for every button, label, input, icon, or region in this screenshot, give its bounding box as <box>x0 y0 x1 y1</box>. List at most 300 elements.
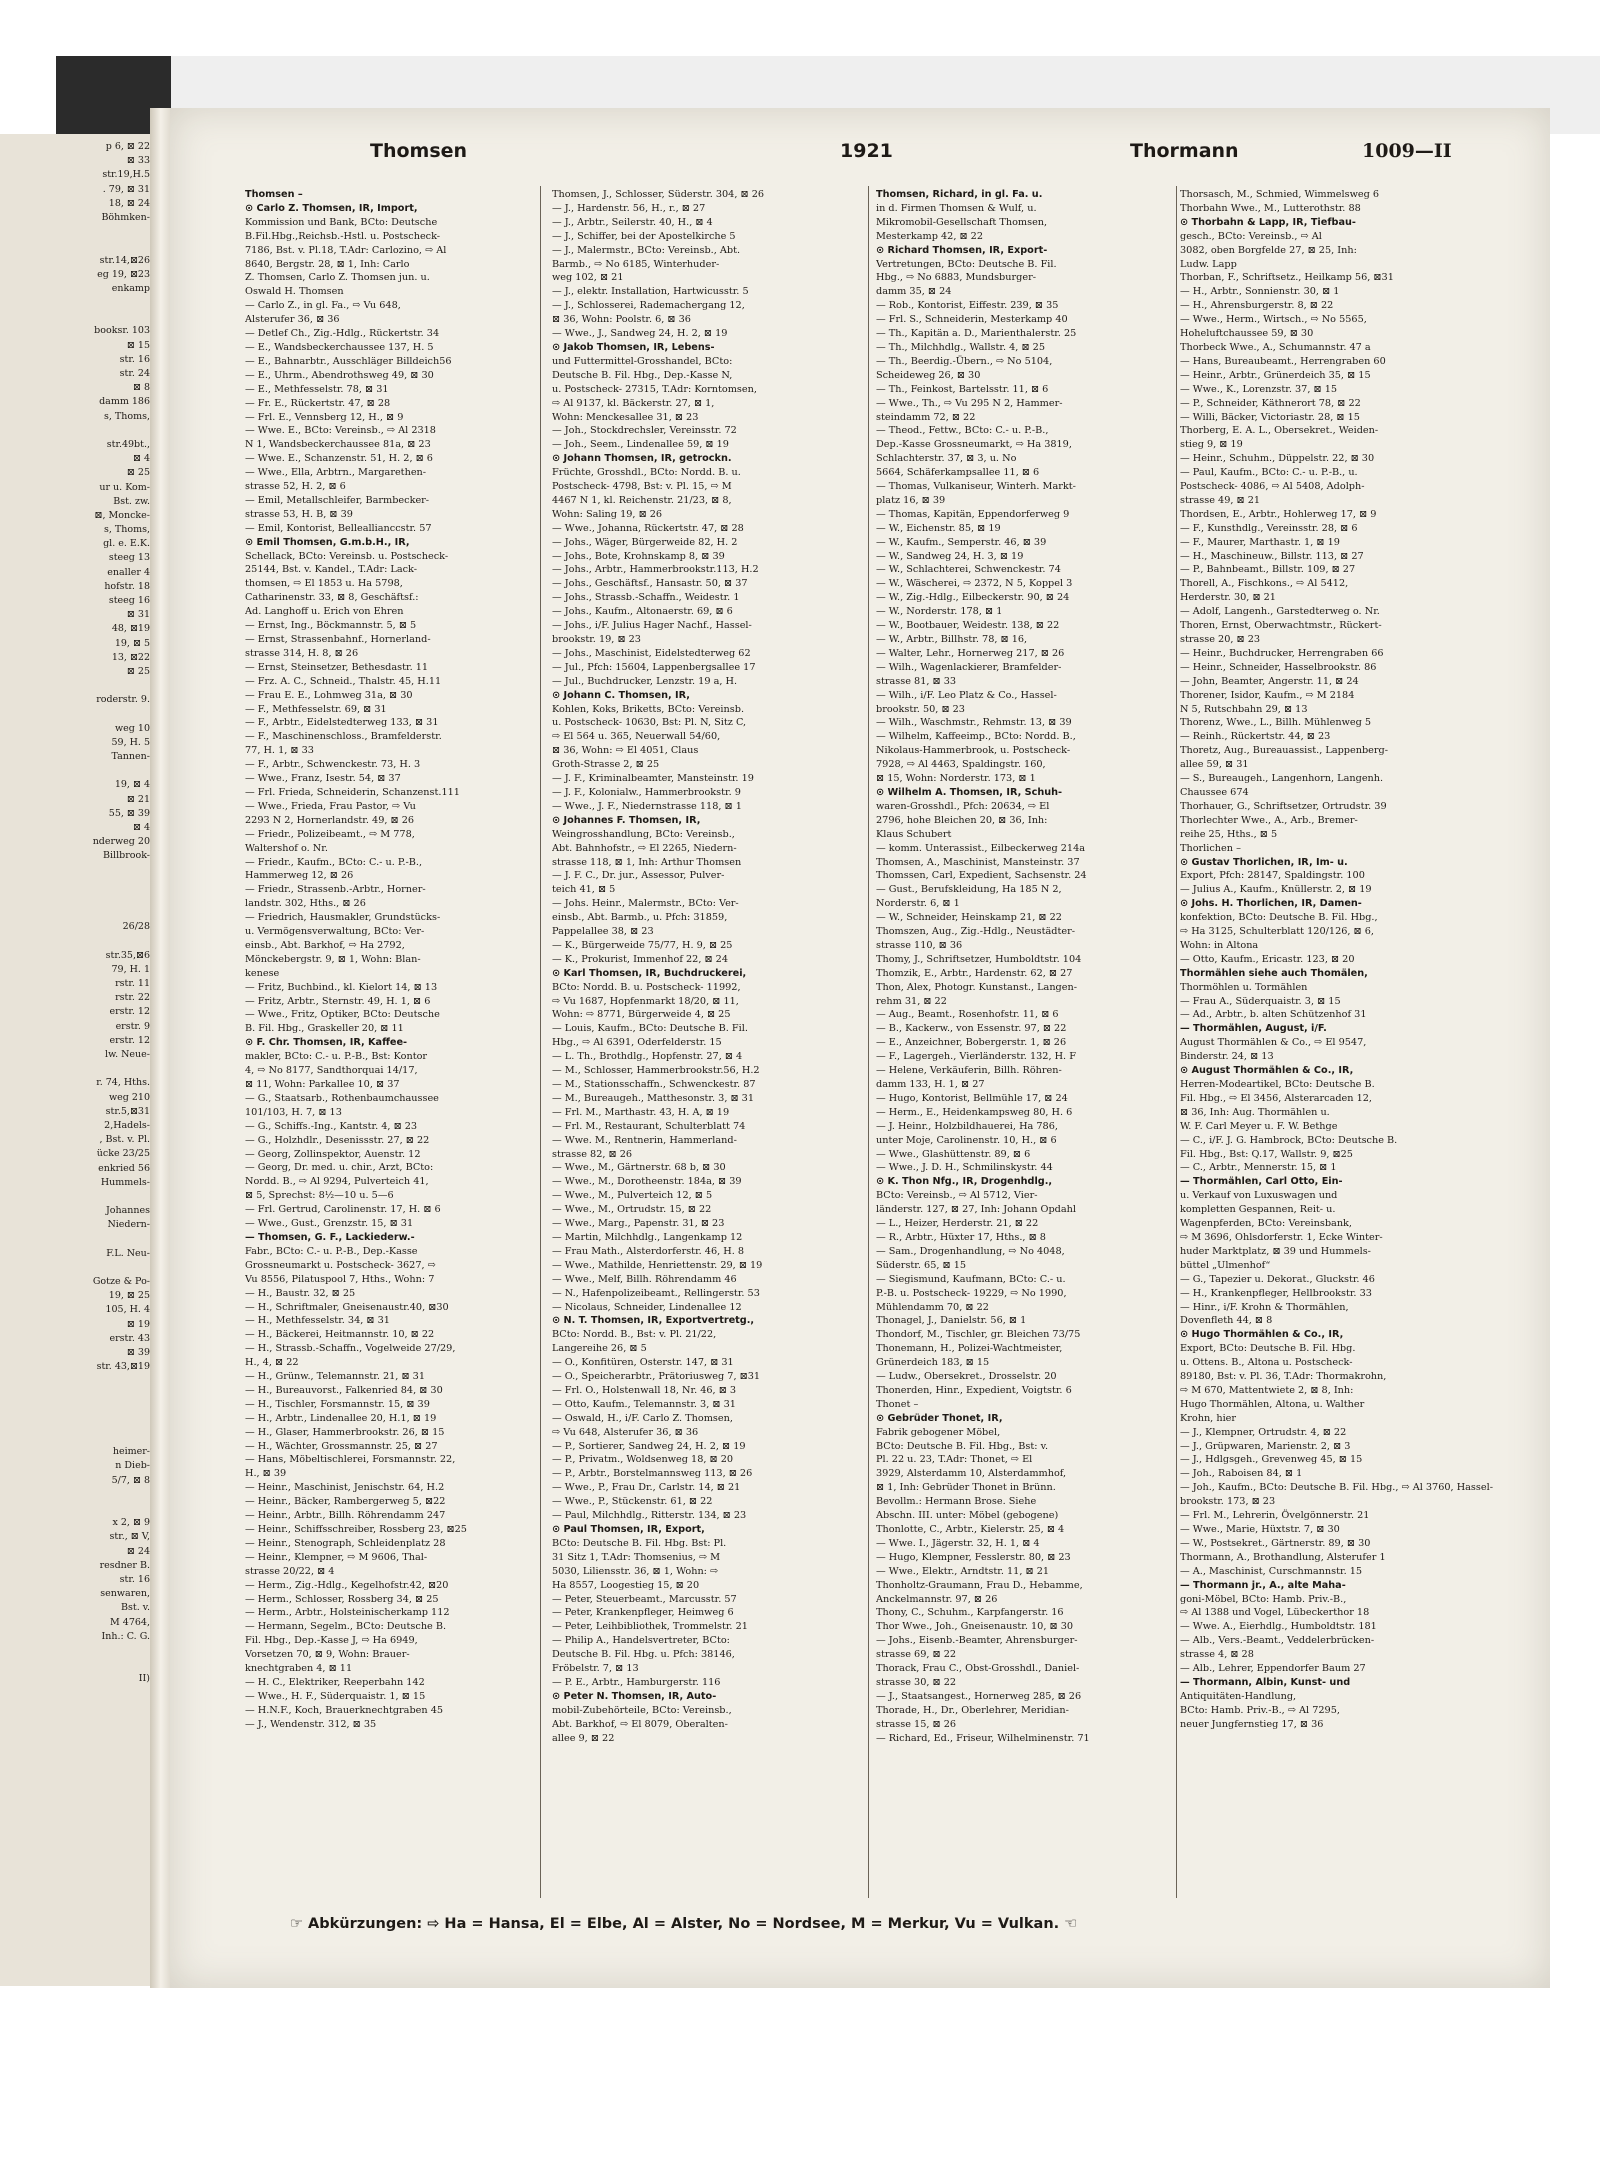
directory-entry-line: Abt. Bahnhofstr., ⇨ El 2265, Niedern- <box>552 842 737 854</box>
directory-entry-line: — F., Kunsthdlg., Vereinsstr. 28, ⊠ 6 <box>1180 522 1358 534</box>
directory-entry-line: — Wwe., Melf, Billh. Röhrendamm 46 <box>552 1273 737 1285</box>
directory-entry-line: — Wwe. E., Schanzenstr. 51, H. 2, ⊠ 6 <box>245 453 433 465</box>
directory-entry-line: ⊙ K. Thon Nfg., IR, Drogenhdlg., <box>876 1176 1053 1188</box>
directory-entry-line: — Thormann, Albin, Kunst- und <box>1180 1676 1351 1688</box>
left-page-line: Hummels- <box>100 1176 150 1188</box>
directory-entry-line: — J., Staatsangest., Hornerweg 285, ⊠ 26 <box>876 1690 1082 1702</box>
directory-entry-line: — S., Bureaugeh., Langenhorn, Langenh. <box>1180 773 1384 785</box>
left-page-line: Inh.: C. G. <box>101 1630 150 1642</box>
directory-entry-line: — W., Wäscherei, ⇨ 2372, N 5, Koppel 3 <box>876 578 1073 590</box>
directory-entry-line: — H., Glaser, Hammerbrookstr. 26, ⊠ 15 <box>245 1426 445 1438</box>
left-page-line: 2,Hadels- <box>104 1119 150 1131</box>
directory-entry-line: allee 59, ⊠ 31 <box>1180 759 1249 771</box>
left-page-line <box>0 225 150 239</box>
directory-entry-line: strasse 118, ⊠ 1, Inh: Arthur Thomsen <box>552 856 742 868</box>
directory-entry-line: — Alb., Lehrer, Eppendorfer Baum 27 <box>1180 1663 1366 1675</box>
page-number: 1009—II <box>1362 140 1452 162</box>
directory-entry-line: — F., Lagergeh., Vierländerstr. 132, H. F <box>876 1051 1076 1063</box>
directory-entry-line: ⊠ 15, Wohn: Norderstr. 173, ⊠ 1 <box>876 773 1036 785</box>
directory-entry-line: einsb., Abt. Barkhof, ⇨ Ha 2792, <box>245 939 405 951</box>
directory-entry-line: ⊠ 5, Sprechst: 8½—10 u. 5—6 <box>245 1190 394 1202</box>
directory-entry-line: — Herm., Zig.-Hdlg., Kegelhofstr.42, ⊠20 <box>245 1579 449 1591</box>
directory-entry-line: — Ludw., Obersekret., Drosselstr. 20 <box>876 1371 1057 1383</box>
directory-entry-line: Z. Thomsen, Carlo Z. Thomsen jun. u. <box>245 272 430 284</box>
directory-entry-line: — O., Speicherarbtr., Prätoriusweg 7, ⊠31 <box>552 1371 761 1383</box>
directory-entry-line: u. Vermögensverwaltung, BCto: Ver- <box>245 926 425 938</box>
directory-entry-line: neuer Jungfernstieg 17, ⊠ 36 <box>1180 1718 1324 1730</box>
directory-entry-line: — J., Wendenstr. 312, ⊠ 35 <box>245 1718 377 1730</box>
directory-entry-line: — J. Heinr., Holzbildhauerei, Ha 786, <box>876 1120 1058 1132</box>
left-page-line: erstr. 9 <box>115 1020 150 1032</box>
left-page-line: steeg 13 <box>108 552 150 564</box>
directory-entry-line: — G., Schiffs.-Ing., Kantstr. 4, ⊠ 23 <box>245 1120 418 1132</box>
directory-entry-line: ⊠ 1, Inh: Gebrüder Thonet in Brünn. <box>876 1482 1056 1494</box>
directory-entry-line: Thomsen, Richard, in gl. Fa. u. <box>876 189 1043 200</box>
directory-entry-line: Mesterkamp 42, ⊠ 22 <box>876 230 984 242</box>
directory-entry-line: brookstr. 50, ⊠ 23 <box>876 703 965 715</box>
directory-entry-line: August Thormählen & Co., ⇨ El 9547, <box>1180 1037 1367 1049</box>
directory-entry-line: — Thormählen, Carl Otto, Ein- <box>1180 1176 1343 1188</box>
directory-entry-line: — Heinr., Maschinist, Jenischstr. 64, H.2 <box>245 1482 445 1494</box>
left-page-line: ücke 23/25 <box>96 1148 150 1160</box>
directory-entry-line: Wohn: Saling 19, ⊠ 26 <box>552 508 663 520</box>
directory-entry-line: — Emil, Kontorist, Belleallianccstr. 57 <box>245 522 432 534</box>
directory-entry-line: Früchte, Grosshdl., BCto: Nordd. B. u. <box>552 467 741 479</box>
directory-entry-line: 8640, Bergstr. 28, ⊠ 1, Inh: Carlo <box>245 258 410 270</box>
directory-entry-line: Thonholtz-Graumann, Frau D., Hebamme, <box>876 1579 1083 1591</box>
left-page-line: str.49bt., <box>106 438 150 450</box>
directory-entry-line: Chaussee 674 <box>1180 786 1249 798</box>
directory-entry-line: — Friedr., Strassenb.-Arbtr., Horner- <box>245 884 426 896</box>
directory-entry-line: Thorenz, Wwe., L., Billh. Mühlenweg 5 <box>1180 717 1372 729</box>
directory-entry-line: — H., Wächter, Grossmannstr. 25, ⊠ 27 <box>245 1440 438 1452</box>
left-page-line <box>0 1232 150 1246</box>
directory-entry-line: — Fritz, Buchbind., kl. Kielort 14, ⊠ 13 <box>245 981 438 993</box>
left-page-line: enaller 4 <box>107 566 150 578</box>
directory-entry-line: — Nicolaus, Schneider, Lindenallee 12 <box>552 1301 742 1313</box>
directory-entry-line: ⊙ Emil Thomsen, G.m.b.H., IR, <box>245 536 410 548</box>
directory-entry-line: Anckelmannstr. 97, ⊠ 26 <box>876 1593 998 1605</box>
directory-entry-line: — Wwe., Glashüttenstr. 89, ⊠ 6 <box>876 1148 1031 1160</box>
left-page-lines <box>0 134 150 1686</box>
directory-entry-line: BCto: Nordd. B. u. Postscheck- 11992, <box>552 981 741 993</box>
directory-entry-line: — Ernst, Strassenbahnf., Hornerland- <box>245 634 431 645</box>
directory-entry-line: brookstr. 19, ⊠ 23 <box>552 634 641 645</box>
directory-entry-line: — Hermann, Segelm., BCto: Deutsche B. <box>245 1621 447 1633</box>
directory-entry-line: — Wwe., Ella, Arbtrn., Margarethen- <box>245 467 427 479</box>
directory-entry-line: Nikolaus-Hammerbrook, u. Postscheck- <box>876 745 1071 757</box>
directory-entry-line: — Th., Milchhdlg., Wallstr. 4, ⊠ 25 <box>876 341 1045 353</box>
directory-entry-line: Grünerdeich 183, ⊠ 15 <box>876 1357 990 1369</box>
directory-entry-line: — Heinr., Buchdrucker, Herrengraben 66 <box>1180 647 1384 659</box>
directory-entry-line: — H., Bäckerei, Heitmannstr. 10, ⊠ 22 <box>245 1329 435 1341</box>
directory-entry-line: Thorener, Isidor, Kaufm., ⇨ M 2184 <box>1180 689 1355 701</box>
left-page-line: roderstr. 9. <box>96 694 150 706</box>
directory-entry-line: ⊙ Johann C. Thomsen, IR, <box>552 689 690 701</box>
directory-entry-line: ⊙ Peter N. Thomsen, IR, Auto- <box>552 1690 717 1702</box>
directory-entry-line: — G., Tapezier u. Dekorat., Gluckstr. 46 <box>1180 1273 1375 1285</box>
left-page-line: 48, ⊠19 <box>111 623 150 635</box>
directory-entry-line: P.-B. u. Postscheck- 19229, ⇨ No 1990, <box>876 1287 1067 1299</box>
directory-entry-line: — Wwe., Th., ⇨ Vu 295 N 2, Hammer- <box>876 397 1063 409</box>
directory-entry-line: ⊙ August Thormählen & Co., IR, <box>1180 1065 1354 1077</box>
directory-entry-line: — Gust., Berufskleidung, Ha 185 N 2, <box>876 884 1062 896</box>
directory-entry-line: einsb., Abt. Barmb., u. Pfch: 31859, <box>552 912 728 924</box>
directory-entry-line: Wagenpferden, BCto: Vereinsbank, <box>1180 1218 1353 1230</box>
directory-entry-line: damm 35, ⊠ 24 <box>876 286 952 298</box>
left-page-line: ⊠ 4 <box>132 453 150 465</box>
directory-entry-line: teich 41, ⊠ 5 <box>552 884 616 896</box>
directory-entry-line: Thorlichen – <box>1180 842 1241 854</box>
directory-entry-line: — Walter, Lehr., Hornerweg 217, ⊠ 26 <box>876 647 1065 659</box>
directory-entry-line: — W., Sandweg 24, H. 3, ⊠ 19 <box>876 550 1024 562</box>
directory-entry-line: — L. Th., Brothdlg., Hopfenstr. 27, ⊠ 4 <box>552 1051 743 1063</box>
directory-entry-line: 3929, Alsterdamm 10, Alsterdammhof, <box>876 1468 1067 1480</box>
directory-entry-line: Ad. Langhoff u. Erich von Ehren <box>245 606 404 618</box>
left-page-line: steeg 16 <box>108 595 150 606</box>
directory-entry-line: 77, H. 1, ⊠ 33 <box>245 745 314 757</box>
left-page-line: eg 19, ⊠23 <box>97 268 150 280</box>
directory-entry-line: ⊙ Paul Thomsen, IR, Export, <box>552 1524 705 1535</box>
directory-entry-line: goni-Möbel, BCto: Hamb. Priv.-B., <box>1180 1593 1347 1605</box>
directory-entry-line: — Hans, Bureaubeamt., Herrengraben 60 <box>1180 355 1386 367</box>
directory-entry-line: — J., Klempner, Ortrudstr. 4, ⊠ 22 <box>1180 1426 1347 1438</box>
left-page-line: Billbrook- <box>103 850 150 862</box>
directory-entry-line: — G., Holzhdlr., Desenissstr. 27, ⊠ 22 <box>245 1134 430 1146</box>
directory-entry-line: ⊙ Carlo Z. Thomsen, IR, Import, <box>245 202 418 214</box>
directory-entry-line: — W., Postsekret., Gärtnerstr. 89, ⊠ 30 <box>1180 1537 1371 1549</box>
directory-entry-line: — Julius A., Kaufm., Knüllerstr. 2, ⊠ 19 <box>1180 884 1372 896</box>
directory-entry-line: — J., Grüpwaren, Marienstr. 2, ⊠ 3 <box>1180 1440 1351 1452</box>
left-page-line: rstr. 22 <box>115 992 150 1004</box>
directory-entry-line: — Frl. Frieda, Schneiderin, Schanzenst.111 <box>245 786 460 798</box>
directory-entry-line: — Frl. M., Restaurant, Schulterblatt 74 <box>552 1120 746 1132</box>
directory-entry-line: 3082, oben Borgfelde 27, ⊠ 25, Inh: <box>1180 244 1357 256</box>
directory-entry-line: — Frz. A. C., Schneid., Thalstr. 45, H.11 <box>245 675 442 687</box>
directory-entry-line: Thoren, Ernst, Oberwachtmstr., Rückert- <box>1180 620 1382 632</box>
directory-entry-line: u. Postscheck- 27315, T.Adr: Korntomsen, <box>552 383 757 395</box>
directory-entry-line: — A., Maschinist, Curschmannstr. 15 <box>1180 1565 1363 1577</box>
directory-entry-line: u. Ottens. B., Altona u. Postscheck- <box>1180 1357 1353 1369</box>
directory-entry-line: Nordd. B., ⇨ Al 9294, Pulverteich 41, <box>245 1176 429 1188</box>
directory-entry-line: — Wwe. I., Jägerstr. 32, H. 1, ⊠ 4 <box>876 1537 1040 1549</box>
directory-entry-line: strasse 52, H. 2, ⊠ 6 <box>245 481 346 493</box>
directory-entry-line: Fil. Hbg., Dep.-Kasse J, ⇨ Ha 6949, <box>245 1635 418 1647</box>
directory-entry-line: thomsen, ⇨ El 1853 u. Ha 5798, <box>245 578 403 590</box>
directory-entry-line: Ludw. Lapp <box>1180 258 1237 270</box>
directory-entry-line: ⊠ 36, Wohn: Poolstr. 6, ⊠ 36 <box>552 314 691 326</box>
directory-entry-line: — H., Ahrensburgerstr. 8, ⊠ 22 <box>1180 300 1334 312</box>
directory-entry-line: — R., Arbtr., Hüxter 17, Hths., ⊠ 8 <box>876 1231 1046 1243</box>
left-page-line: 5/7, ⊠ 8 <box>111 1474 150 1486</box>
directory-entry-line: B. Fil. Hbg., Graskeller 20, ⊠ 11 <box>245 1023 404 1035</box>
directory-entry-line: — Heinr., Klempner, ⇨ M 9606, Thal- <box>245 1551 428 1563</box>
left-page-line <box>0 239 150 253</box>
directory-entry-line: Kommission und Bank, BCto: Deutsche <box>245 216 438 228</box>
directory-entry-line: Dep.-Kasse Grossneumarkt, ⇨ Ha 3819, <box>876 439 1072 451</box>
left-page-line: ⊠ 31 <box>126 609 150 621</box>
left-page-line <box>0 1644 150 1658</box>
left-page-line: Gotze & Po- <box>92 1276 150 1287</box>
directory-entry-line: ⇨ Vu 648, Alsterufer 36, ⊠ 36 <box>552 1426 699 1438</box>
directory-entry-line: ⊙ Jakob Thomsen, IR, Lebens- <box>552 341 715 353</box>
directory-entry-line: Deutsche B. Fil. Hbg. u. Pfch: 38146, <box>552 1649 735 1661</box>
directory-entry-line: — Friedr., Kaufm., BCto: C.- u. P.-B., <box>245 856 423 868</box>
left-page-line: 18, ⊠ 24 <box>108 197 150 209</box>
directory-entry-line: — Heinr., Arbtr., Billh. Röhrendamm 247 <box>245 1510 446 1522</box>
directory-entry-line: — J. F., Kriminalbeamter, Mansteinstr. 19 <box>552 773 754 785</box>
left-page-line: ⊠ 8 <box>132 382 150 394</box>
directory-entry-line: — Detlef Ch., Zig.-Hdlg., Rückertstr. 34 <box>245 328 440 340</box>
directory-entry-line: — Heinr., Bäcker, Rambergerweg 5, ⊠22 <box>245 1496 446 1508</box>
directory-entry-line: B.Fil.Hbg.,Reichsb.-Hstl. u. Postscheck- <box>245 230 441 242</box>
directory-entry-line: — H. C., Elektriker, Reeperbahn 142 <box>245 1676 425 1688</box>
directory-entry-line: — Wwe., J. D. H., Schmilinskystr. 44 <box>876 1162 1053 1174</box>
directory-entry-line: Deutsche B. Fil. Hbg., Dep.-Kasse N, <box>552 369 733 381</box>
directory-entry-line: — Ernst, Ing., Böckmannstr. 5, ⊠ 5 <box>245 620 417 632</box>
directory-entry-line: W. F. Carl Meyer u. F. W. Bethge <box>1180 1120 1338 1132</box>
directory-entry-line: — P., Privatm., Woldsenweg 18, ⊠ 20 <box>552 1454 734 1466</box>
directory-entry-line: — E., Anzeichner, Bobergerstr. 1, ⊠ 26 <box>876 1037 1067 1049</box>
left-page-line: ⊠, Moncke- <box>94 509 150 521</box>
left-page-line: str.19,H.5 <box>102 169 150 181</box>
directory-entry-line: — Thomas, Vulkaniseur, Winterh. Markt- <box>876 481 1076 493</box>
directory-entry-line: — Johs., Geschäftsf., Hansastr. 50, ⊠ 37 <box>552 578 748 590</box>
directory-entry-line: — H., Strassb.-Schaffn., Vogelweide 27/29, <box>245 1343 456 1355</box>
directory-entry-line: — C., i/F. J. G. Hambrock, BCto: Deutsche B. <box>1180 1134 1398 1146</box>
directory-entry-line: — Georg, Zollinspektor, Auenstr. 12 <box>245 1148 421 1160</box>
directory-entry-line: — Wwe., M., Pulverteich 12, ⊠ 5 <box>552 1190 713 1202</box>
directory-entry-line: Thorbeck Wwe., A., Schumannstr. 47 a <box>1180 341 1371 353</box>
left-page-line <box>0 1062 150 1076</box>
directory-entry-line: — Johs., Strassb.-Schaffn., Weidestr. 1 <box>552 592 740 604</box>
directory-entry-line: — Wwe., K., Lorenzstr. 37, ⊠ 15 <box>1180 383 1338 395</box>
directory-entry-line: — Paul, Kaufm., BCto: C.- u. P.-B., u. <box>1180 467 1358 479</box>
directory-entry-line: — F., Maurer, Marthastr. 1, ⊠ 19 <box>1180 536 1340 548</box>
directory-entry-line: BCto: Vereinsb., ⇨ Al 5712, Vier- <box>876 1190 1038 1202</box>
left-page-line <box>0 296 150 310</box>
directory-entry-line: in d. Firmen Thomsen & Wulf, u. <box>876 202 1037 214</box>
left-page-line <box>0 1389 150 1403</box>
directory-entry-line: — Johs., Eisenb.-Beamter, Ahrensburger- <box>876 1635 1078 1647</box>
directory-entry-line: Thormählen siehe auch Thomälen, <box>1180 967 1368 979</box>
left-page-line: erstr. 43 <box>109 1332 150 1344</box>
directory-entry-line: — Heinr., Stenograph, Schleidenplatz 28 <box>245 1537 446 1549</box>
directory-entry-line: — Georg, Dr. med. u. chir., Arzt, BCto: <box>245 1162 434 1174</box>
directory-entry-line: — Willi, Bäcker, Victoriastr. 28, ⊠ 15 <box>1180 411 1360 423</box>
left-page-line: ⊠ 25 <box>126 467 150 479</box>
directory-entry-line: — H., Methfesselstr. 34, ⊠ 31 <box>245 1315 390 1327</box>
directory-entry-line: — Frl. S., Schneiderin, Mesterkamp 40 <box>876 314 1068 326</box>
directory-entry-line: steindamm 72, ⊠ 22 <box>876 411 976 423</box>
directory-entry-line: unter Moje, Carolinenstr. 10, H., ⊠ 6 <box>876 1134 1057 1146</box>
directory-column-1 <box>245 188 535 1908</box>
directory-entry-line: — Martin, Milchhdlg., Langenkamp 12 <box>552 1231 743 1243</box>
directory-entry-line: — Wwe., M., Gärtnerstr. 68 b, ⊠ 30 <box>552 1162 726 1174</box>
directory-entry-line: Thormöhlen u. Tormählen <box>1180 981 1308 993</box>
directory-entry-line: — Heinr., Schuhm., Düppelstr. 22, ⊠ 30 <box>1180 453 1375 465</box>
directory-entry-line: — K., Prokurist, Immenhof 22, ⊠ 24 <box>552 953 729 965</box>
directory-entry-line: Abt. Barkhof, ⇨ El 8079, Oberalten- <box>552 1718 728 1730</box>
left-page-line: 19, ⊠ 4 <box>114 779 150 791</box>
directory-entry-line: — Jul., Buchdrucker, Lenzstr. 19 a, H. <box>552 675 738 687</box>
directory-entry-line: Vertretungen, BCto: Deutsche B. Fil. <box>876 258 1057 270</box>
directory-entry-line: — Paul, Milchhdlg., Ritterstr. 134, ⊠ 23 <box>552 1510 747 1522</box>
left-page-line: resdner B. <box>99 1559 150 1571</box>
directory-entry-line: — Peter, Steuerbeamt., Marcusstr. 57 <box>552 1593 737 1605</box>
directory-entry-line: — Frau E. E., Lohmweg 31a, ⊠ 30 <box>245 689 413 701</box>
directory-entry-line: — Hans, Möbeltischlerei, Forsmannstr. 22, <box>245 1454 456 1466</box>
directory-entry-line: — H., Maschineuw., Billstr. 113, ⊠ 27 <box>1180 550 1364 562</box>
directory-entry-line: damm 133, H. 1, ⊠ 27 <box>876 1079 985 1090</box>
directory-entry-line: Grossneumarkt u. Postscheck- 3627, ⇨ <box>245 1259 436 1271</box>
directory-entry-line: Wohn: Menckesallee 31, ⊠ 23 <box>552 411 699 423</box>
directory-entry-line: ⊠ 36, Wohn: ⇨ El 4051, Claus <box>552 745 699 757</box>
directory-entry-line: — C., Arbtr., Mennerstr. 15, ⊠ 1 <box>1180 1162 1337 1174</box>
directory-entry-line: Export, Pfch: 28147, Spaldingstr. 100 <box>1180 870 1365 882</box>
directory-entry-line: — Thomas, Kapitän, Eppendorferweg 9 <box>876 508 1070 520</box>
directory-entry-line: Fröbelstr. 7, ⊠ 13 <box>552 1663 639 1675</box>
directory-entry-line: — Herm., Schlosser, Rossberg 34, ⊠ 25 <box>245 1593 439 1605</box>
directory-entry-line: — Philip A., Handelsvertreter, BCto: <box>552 1635 730 1647</box>
directory-entry-line: — Hugo, Klempner, Fesslerstr. 80, ⊠ 23 <box>876 1551 1071 1563</box>
directory-entry-line: Oswald H. Thomsen <box>245 286 344 298</box>
directory-entry-line: Herren-Modeartikel, BCto: Deutsche B. <box>1180 1079 1375 1090</box>
directory-entry-line: — Wwe., M., Ortrudstr. 15, ⊠ 22 <box>552 1204 712 1216</box>
directory-entry-line: — Wwe., Mathilde, Henriettenstr. 29, ⊠ 19 <box>552 1259 763 1271</box>
directory-entry-line: Hbg., ⇨ Al 6391, Oderfelderstr. 15 <box>552 1037 722 1049</box>
directory-entry-line: — E., Wandsbeckerchaussee 137, H. 5 <box>245 341 434 353</box>
directory-entry-line: 4467 N 1, kl. Reichenstr. 21/23, ⊠ 8, <box>552 494 732 506</box>
left-page-line: erstr. 12 <box>109 1006 150 1018</box>
left-page-line: r. 74, Hths. <box>96 1077 150 1089</box>
directory-column-3 <box>876 188 1170 1908</box>
header-year: 1921 <box>840 140 893 162</box>
directory-entry-line: Thorberg, E. A. L., Obersekret., Weiden- <box>1180 425 1379 437</box>
left-page-line <box>0 906 150 920</box>
directory-entry-line: — Wwe. E., BCto: Vereinsb., ⇨ Al 2318 <box>245 425 436 437</box>
directory-entry-line: H., ⊠ 39 <box>245 1468 287 1480</box>
directory-entry-line: — H., Arbtr., Sonnienstr. 30, ⊠ 1 <box>1180 286 1340 298</box>
left-page-line <box>0 1190 150 1204</box>
directory-entry-line: ⊙ Karl Thomsen, IR, Buchdruckerei, <box>552 967 747 979</box>
directory-entry-line: ⇨ El 564 u. 365, Neuerwall 54/60, <box>552 731 721 743</box>
directory-entry-line: — Louis, Kaufm., BCto: Deutsche B. Fil. <box>552 1023 748 1035</box>
left-page-fragment <box>0 134 150 1986</box>
header-left-name: Thomsen <box>370 140 468 162</box>
directory-entry-line: — Richard, Ed., Friseur, Wilhelminenstr. 71 <box>876 1732 1090 1744</box>
directory-entry-line: N 1, Wandsbeckerchaussee 81a, ⊠ 23 <box>245 439 431 451</box>
directory-entry-line: — Frau Math., Alsterdorferstr. 46, H. 8 <box>552 1245 745 1257</box>
directory-entry-line: — F., Arbtr., Eidelstedterweg 133, ⊠ 31 <box>245 717 439 729</box>
directory-entry-line: Kohlen, Koks, Briketts, BCto: Vereinsb. <box>552 703 745 715</box>
directory-entry-line: — P., Arbtr., Borstelmannsweg 113, ⊠ 26 <box>552 1468 753 1480</box>
abbreviations-footer: ☞ Abkürzungen: ⇨ Ha = Hansa, El = Elbe, Al = Alster, No = Nordsee, M = Merkur, Vu = Vulkan. ☜ <box>290 1916 1078 1932</box>
left-page-line: weg 10 <box>115 722 150 734</box>
directory-entry-line: — P., Bahnbeamt., Billstr. 109, ⊠ 27 <box>1180 564 1356 576</box>
directory-entry-line: ⇨ M 3696, Ohlsdorferstr. 1, Ecke Winter- <box>1180 1231 1383 1243</box>
directory-entry-line: Mühlendamm 70, ⊠ 22 <box>876 1301 989 1313</box>
directory-entry-line: — Johs., Arbtr., Hammerbrookstr.113, H.2 <box>552 564 759 576</box>
directory-entry-line: strasse 49, ⊠ 21 <box>1180 494 1261 506</box>
directory-entry-line: — M., Bureaugeh., Matthesonstr. 3, ⊠ 31 <box>552 1092 755 1104</box>
directory-entry-line: Thomssen, Carl, Expedient, Sachsenstr. 24 <box>876 870 1087 882</box>
left-page-line: 55, ⊠ 39 <box>108 807 150 819</box>
directory-entry-line: allee 9, ⊠ 22 <box>552 1732 615 1744</box>
left-page-line <box>0 1374 150 1388</box>
directory-entry-line: — Th., Kapitän a. D., Marienthalerstr. 25 <box>876 328 1077 340</box>
directory-entry-line: Barmb., ⇨ No 6185, Winterhuder- <box>552 258 720 270</box>
directory-entry-line: — Wwe., P., Stückenstr. 61, ⊠ 22 <box>552 1496 713 1508</box>
left-page-line: . 79, ⊠ 31 <box>102 183 150 195</box>
directory-entry-line: — Rob., Kontorist, Eiffestr. 239, ⊠ 35 <box>876 300 1059 312</box>
directory-entry-line: — H., Grünw., Telemannstr. 21, ⊠ 31 <box>245 1371 425 1383</box>
directory-entry-line: — Joh., Seem., Lindenallee 59, ⊠ 19 <box>552 439 729 451</box>
directory-entry-line: platz 16, ⊠ 39 <box>876 494 946 506</box>
left-page-line: enkamp <box>111 282 150 294</box>
left-page-line: Johannes <box>105 1205 150 1217</box>
left-page-line: erstr. 12 <box>109 1034 150 1046</box>
directory-entry-line: — Wwe., Johanna, Rückertstr. 47, ⊠ 28 <box>552 522 744 534</box>
directory-entry-line: Weingrosshandlung, BCto: Vereinsb., <box>552 828 735 840</box>
directory-entry-line: Thonerden, Hinr., Expedient, Voigtstr. 6 <box>876 1384 1072 1396</box>
directory-entry-line: und Futtermittel-Grosshandel, BCto: <box>552 355 733 367</box>
left-page-line: s, Thoms, <box>104 524 150 536</box>
left-page-line <box>0 1502 150 1516</box>
left-page-line <box>0 1261 150 1275</box>
left-page-line: II) <box>138 1673 150 1685</box>
directory-column-2 <box>552 188 858 1908</box>
directory-entry-line: — komm. Unterassist., Eilbeckerweg 214a <box>876 842 1086 854</box>
left-page-line <box>0 878 150 892</box>
directory-entry-line: Thonemann, H., Polizei-Wachtmeister, <box>876 1343 1063 1355</box>
directory-entry-line: — W., Eichenstr. 85, ⊠ 19 <box>876 522 1001 534</box>
directory-entry-line: knechtgraben 4, ⊠ 11 <box>245 1663 353 1675</box>
directory-entry-line: — Wilh., Wagenlackierer, Bramfelder- <box>876 661 1062 673</box>
directory-entry-line: — Heinr., Schneider, Hasselbrookstr. 86 <box>1180 661 1377 673</box>
directory-entry-line: H., 4, ⊠ 22 <box>245 1357 299 1369</box>
left-page-line: ⊠ 19 <box>126 1318 150 1330</box>
directory-entry-line: ⊙ Hugo Thormählen & Co., IR, <box>1180 1329 1344 1341</box>
column-rule <box>540 186 541 1898</box>
directory-entry-line: — E., Methfesselstr. 78, ⊠ 31 <box>245 383 389 395</box>
directory-entry-line: Herderstr. 30, ⊠ 21 <box>1180 592 1276 604</box>
directory-entry-line: u. Postscheck- 10630, Bst: Pl. N, Sitz C, <box>552 717 747 729</box>
directory-entry-line: — Heinr., Schiffsschreiber, Rossberg 23, ⊠25 <box>245 1524 467 1535</box>
left-page-line: p 6, ⊠ 22 <box>105 141 150 152</box>
directory-entry-line: brookstr. 173, ⊠ 23 <box>1180 1496 1276 1508</box>
directory-entry-line: — J., Hdlgsgeh., Grevenweg 45, ⊠ 15 <box>1180 1454 1363 1466</box>
directory-entry-line: Thonagel, J., Danielstr. 56, ⊠ 1 <box>876 1315 1027 1327</box>
directory-entry-line: Thony, C., Schuhm., Karpfangerstr. 16 <box>876 1607 1064 1619</box>
directory-entry-line: — M., Stationsschaffn., Schwenckestr. 87 <box>552 1079 756 1090</box>
directory-entry-line: Wohn: ⇨ 8771, Bürgerweide 4, ⊠ 25 <box>552 1009 731 1021</box>
directory-entry-line: Thor Wwe., Joh., Gneisenaustr. 10, ⊠ 30 <box>876 1621 1074 1633</box>
directory-entry-line: — H., Arbtr., Lindenallee 20, H.1, ⊠ 19 <box>245 1412 437 1424</box>
left-page-line: Niedern- <box>107 1219 150 1231</box>
left-page-line: , Bst. v. Pl. <box>99 1134 150 1146</box>
directory-entry-line: Thomsen, J., Schlosser, Süderstr. 304, ⊠ 26 <box>552 189 765 200</box>
directory-entry-line: Thoretz, Aug., Bureauassist., Lappenberg- <box>1180 745 1389 757</box>
directory-entry-line: Thordsen, E., Arbtr., Hohlerweg 17, ⊠ 9 <box>1180 508 1377 520</box>
directory-entry-line: 31 Sitz 1, T.Adr: Thomsenius, ⇨ M <box>552 1551 721 1563</box>
left-page-line <box>0 424 150 438</box>
directory-entry-line: — Aug., Beamt., Rosenhofstr. 11, ⊠ 6 <box>876 1009 1059 1021</box>
directory-entry-line: — Peter, Leihbibliothek, Trommelstr. 21 <box>552 1621 748 1633</box>
directory-entry-line: 7186, Bst. v. Pl.18, T.Adr: Carlozino, ⇨ Al <box>245 244 447 256</box>
directory-entry-line: — Carlo Z., in gl. Fa., ⇨ Vu 648, <box>245 300 401 312</box>
left-page-line <box>0 708 150 722</box>
